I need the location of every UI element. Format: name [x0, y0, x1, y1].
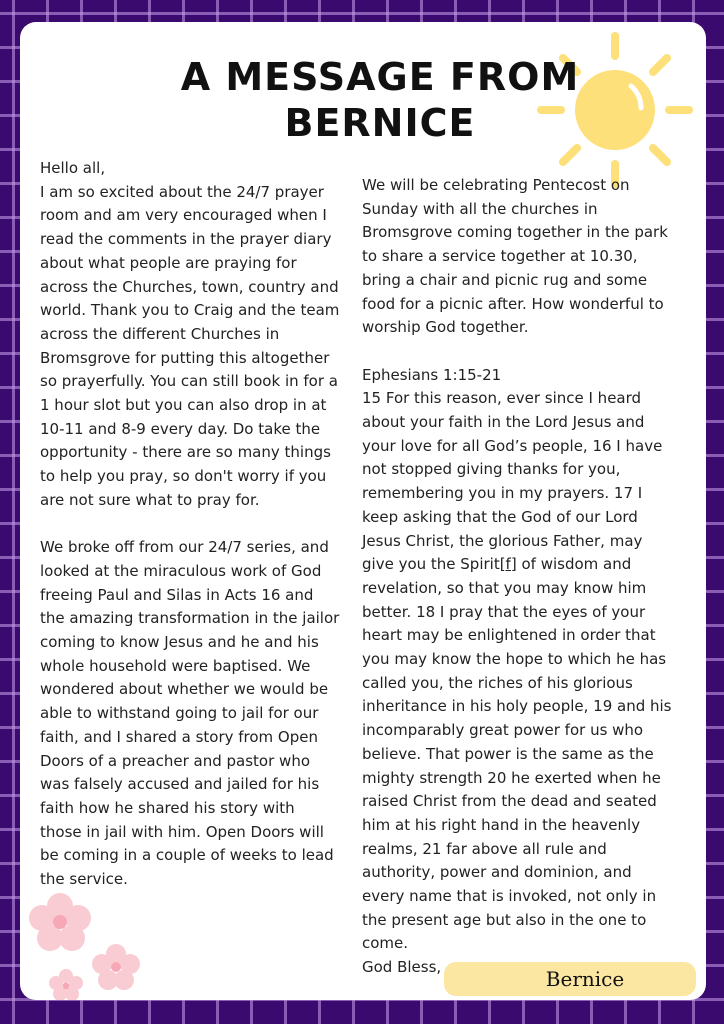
pentecost-paragraph: We will be celebrating Pentecost on Sunday with all the churches in Bromsgrove coming together in the park to share a service together at 10.30, bring a chair and picnic rug and some food for a picnic after. How wonderful to worship God together.	[362, 176, 668, 337]
closing: God Bless,	[362, 958, 442, 977]
greeting: Hello all,	[40, 159, 106, 177]
page-title: A MESSAGE FROM BERNICE	[180, 55, 580, 145]
scripture-text-part2: of wisdom and revelation, so that you may know him better. 18 I pray that the eyes of your heart may be enlightened in order that you may know the hope to which he has called you, the riches of his glorious inheritance in his holy people, 19 and his incomparably great power for us who believe. That power is the same as the mighty strength 20 he exerted when he raised Christ from the dead and seated him at his right hand in the heavenly realms, 21 far above all rule and authority, power and dominion, and every name that is invoked, not only in the present age but also in the one to come.	[362, 555, 672, 953]
footnote-link[interactable]: [f]	[499, 555, 517, 574]
signature-name: Bernice	[545, 967, 625, 991]
acts-paragraph: We broke off from our 24/7 series, and looked at the miraculous work of God freeing Paul and Silas in Acts 16 and the amazing transformation in the jailor coming to know Jesus and he and his whole household were baptised. We wondered about whether we would be able to withstand going to jail for our faith, and I shared a story from Open Doors of a preacher and pastor who was falsely accused and jailed for his faith how he shared his story with those in jail with him. Open Doors will be coming in a couple of weeks to lead the service.	[40, 538, 340, 889]
prayer-room-paragraph: I am so excited about the 24/7 prayer room and am very encouraged when I read the comments in the prayer diary about what people are praying for across the Churches, town, country and world. Thank you to Craig and the team across the different Churches in Bromsgrove for putting this altogether so prayerfully. You can still book in for a 1 hour slot but you can also drop in at 10-11 and 8-9 every day. Do take the opportunity - there are so many things to help you pray, so don't worry if you are not sure what to pray for.	[40, 182, 340, 509]
scripture-passage	[362, 364, 672, 957]
signature-box	[444, 962, 696, 996]
flowers-decoration	[20, 880, 160, 1000]
left-column	[40, 157, 340, 892]
scripture-text-part1: 15 For this reason, ever since I heard about your faith in the Lord Jesus and your love for all God’s people, 16 I have not stopped giving thanks for you, remembering you in my prayers. 17 I keep asking that the God of our Lord Jesus Christ, the glorious Father, may give you the Spirit	[362, 389, 663, 574]
scripture-reference: Ephesians 1:15-21	[362, 365, 502, 384]
message-card	[20, 22, 706, 1000]
right-column	[362, 174, 672, 980]
